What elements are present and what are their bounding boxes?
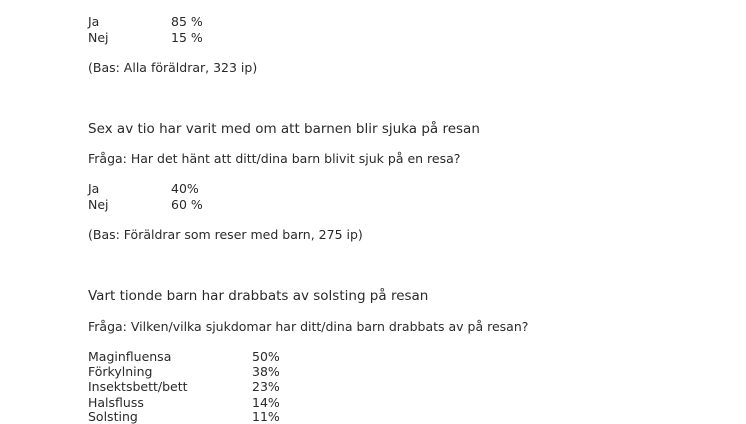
illness-label: Förkylning xyxy=(88,364,153,379)
illness-label: Insektsbett/bett xyxy=(88,379,188,394)
answer-value-ja: 40% xyxy=(171,181,199,196)
answer-label-nej: Nej xyxy=(88,30,109,45)
answer-label-ja: Ja xyxy=(88,14,100,29)
illness-label: Solsting xyxy=(88,409,138,424)
answer-value-nej: 60 % xyxy=(171,197,203,212)
base-note: (Bas: Alla föräldrar, 323 ip) xyxy=(88,60,258,75)
illness-label: Halsfluss xyxy=(88,395,144,410)
illness-value: 50% xyxy=(252,349,280,364)
answer-label-ja: Ja xyxy=(88,181,100,196)
illness-value: 11% xyxy=(252,409,280,424)
section-heading: Sex av tio har varit med om att barnen blir sjuka på resan xyxy=(88,121,480,137)
survey-question: Fråga: Vilken/vilka sjukdomar har ditt/dina barn drabbats av på resan? xyxy=(88,319,529,334)
base-note: (Bas: Föräldrar som reser med barn, 275 ip) xyxy=(88,227,363,242)
answer-value-nej: 15 % xyxy=(171,30,203,45)
answer-value-ja: 85 % xyxy=(171,14,203,29)
answer-label-nej: Nej xyxy=(88,197,109,212)
section-heading: Vart tionde barn har drabbats av solsting på resan xyxy=(88,288,429,304)
illness-value: 14% xyxy=(252,395,280,410)
illness-label: Maginfluensa xyxy=(88,349,172,364)
illness-value: 38% xyxy=(252,364,280,379)
survey-question: Fråga: Har det hänt att ditt/dina barn blivit sjuk på en resa? xyxy=(88,151,461,166)
illness-value: 23% xyxy=(252,379,280,394)
